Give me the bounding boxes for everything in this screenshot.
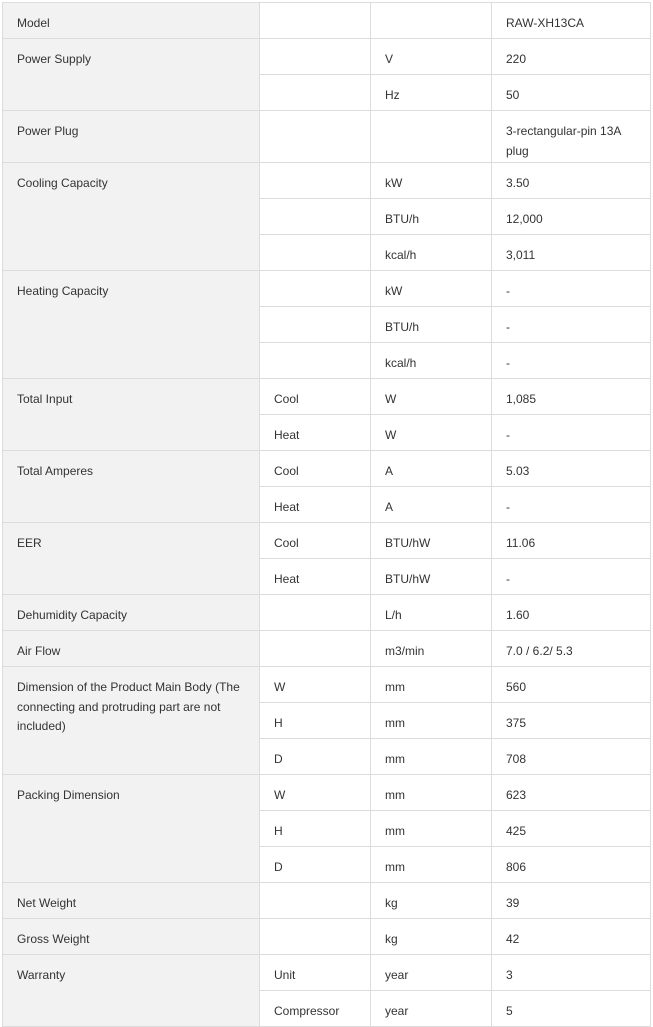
- spec-label: Dehumidity Capacity: [3, 595, 260, 631]
- spec-value: 623: [492, 775, 651, 811]
- table-row: [3, 39, 651, 75]
- table-row: [3, 111, 651, 163]
- spec-value: 5.03: [492, 451, 651, 487]
- spec-value: 375: [492, 703, 651, 739]
- spec-value: -: [492, 415, 651, 451]
- spec-label: Heating Capacity: [3, 271, 260, 379]
- spec-unit: mm: [371, 667, 492, 703]
- spec-unit: Hz: [371, 75, 492, 111]
- spec-value: -: [492, 487, 651, 523]
- spec-condition: [260, 271, 371, 307]
- spec-condition: Cool: [260, 379, 371, 415]
- spec-unit: mm: [371, 847, 492, 883]
- spec-unit: kg: [371, 883, 492, 919]
- spec-table-body: [3, 3, 651, 1027]
- spec-value: 42: [492, 919, 651, 955]
- spec-value: -: [492, 343, 651, 379]
- spec-unit: mm: [371, 811, 492, 847]
- spec-label: Total Amperes: [3, 451, 260, 523]
- table-row: [3, 379, 651, 415]
- spec-label: Packing Dimension: [3, 775, 260, 883]
- spec-condition: [260, 39, 371, 75]
- table-row: [3, 919, 651, 955]
- spec-unit: kcal/h: [371, 235, 492, 271]
- spec-unit: kcal/h: [371, 343, 492, 379]
- table-row: [3, 3, 651, 39]
- table-row: [3, 163, 651, 199]
- spec-value: 1.60: [492, 595, 651, 631]
- spec-condition: Cool: [260, 523, 371, 559]
- spec-condition: [260, 163, 371, 199]
- spec-label: Model: [3, 3, 260, 39]
- spec-condition: H: [260, 811, 371, 847]
- spec-condition: Compressor: [260, 991, 371, 1027]
- spec-label: Power Plug: [3, 111, 260, 163]
- table-row: [3, 271, 651, 307]
- table-row: [3, 631, 651, 667]
- spec-unit: mm: [371, 739, 492, 775]
- spec-unit: year: [371, 955, 492, 991]
- spec-condition: [260, 919, 371, 955]
- table-row: [3, 775, 651, 811]
- spec-unit: W: [371, 379, 492, 415]
- spec-unit: [371, 111, 492, 163]
- spec-condition: Unit: [260, 955, 371, 991]
- spec-value: 220: [492, 39, 651, 75]
- spec-condition: [260, 75, 371, 111]
- spec-label: Total Input: [3, 379, 260, 451]
- spec-label: Air Flow: [3, 631, 260, 667]
- spec-condition: D: [260, 847, 371, 883]
- spec-condition: Cool: [260, 451, 371, 487]
- spec-unit: mm: [371, 703, 492, 739]
- spec-condition: [260, 199, 371, 235]
- spec-condition: [260, 307, 371, 343]
- spec-value: 12,000: [492, 199, 651, 235]
- spec-label: EER: [3, 523, 260, 595]
- spec-unit: year: [371, 991, 492, 1027]
- spec-condition: W: [260, 775, 371, 811]
- spec-unit: BTU/h: [371, 199, 492, 235]
- spec-value: 3.50: [492, 163, 651, 199]
- spec-unit: BTU/hW: [371, 559, 492, 595]
- spec-condition: Heat: [260, 559, 371, 595]
- spec-unit: A: [371, 487, 492, 523]
- spec-label: Power Supply: [3, 39, 260, 111]
- spec-condition: W: [260, 667, 371, 703]
- spec-unit: kW: [371, 163, 492, 199]
- spec-value: 5: [492, 991, 651, 1027]
- spec-unit: BTU/hW: [371, 523, 492, 559]
- table-row: [3, 595, 651, 631]
- spec-table: [2, 2, 651, 1027]
- spec-unit: V: [371, 39, 492, 75]
- spec-label: Cooling Capacity: [3, 163, 260, 271]
- spec-label: Gross Weight: [3, 919, 260, 955]
- spec-value: 3: [492, 955, 651, 991]
- spec-condition: Heat: [260, 487, 371, 523]
- spec-condition: [260, 883, 371, 919]
- spec-unit: BTU/h: [371, 307, 492, 343]
- spec-value: -: [492, 559, 651, 595]
- spec-unit: mm: [371, 775, 492, 811]
- table-row: [3, 667, 651, 703]
- table-row: [3, 451, 651, 487]
- spec-value: 39: [492, 883, 651, 919]
- spec-condition: D: [260, 739, 371, 775]
- spec-condition: H: [260, 703, 371, 739]
- spec-value: 560: [492, 667, 651, 703]
- spec-label: Warranty: [3, 955, 260, 1027]
- spec-value: RAW-XH13CA: [492, 3, 651, 39]
- spec-value: 7.0 / 6.2/ 5.3: [492, 631, 651, 667]
- spec-label: Dimension of the Product Main Body (The connecting and protruding part are not included): [3, 667, 260, 775]
- spec-unit: kg: [371, 919, 492, 955]
- spec-condition: Heat: [260, 415, 371, 451]
- spec-unit: m3/min: [371, 631, 492, 667]
- table-row: [3, 955, 651, 991]
- spec-unit: A: [371, 451, 492, 487]
- spec-label: Net Weight: [3, 883, 260, 919]
- table-row: [3, 523, 651, 559]
- spec-unit: [371, 3, 492, 39]
- spec-value: 708: [492, 739, 651, 775]
- spec-value: -: [492, 307, 651, 343]
- spec-value: 806: [492, 847, 651, 883]
- spec-condition: [260, 631, 371, 667]
- table-row: [3, 883, 651, 919]
- spec-condition: [260, 595, 371, 631]
- spec-value: 50: [492, 75, 651, 111]
- spec-value: 1,085: [492, 379, 651, 415]
- spec-unit: kW: [371, 271, 492, 307]
- spec-value: 3-rectangular-pin 13A plug: [492, 111, 651, 163]
- spec-value: 425: [492, 811, 651, 847]
- spec-condition: [260, 3, 371, 39]
- spec-condition: [260, 343, 371, 379]
- spec-condition: [260, 111, 371, 163]
- spec-unit: W: [371, 415, 492, 451]
- spec-value: -: [492, 271, 651, 307]
- spec-value: 3,011: [492, 235, 651, 271]
- spec-value: 11.06: [492, 523, 651, 559]
- spec-condition: [260, 235, 371, 271]
- spec-unit: L/h: [371, 595, 492, 631]
